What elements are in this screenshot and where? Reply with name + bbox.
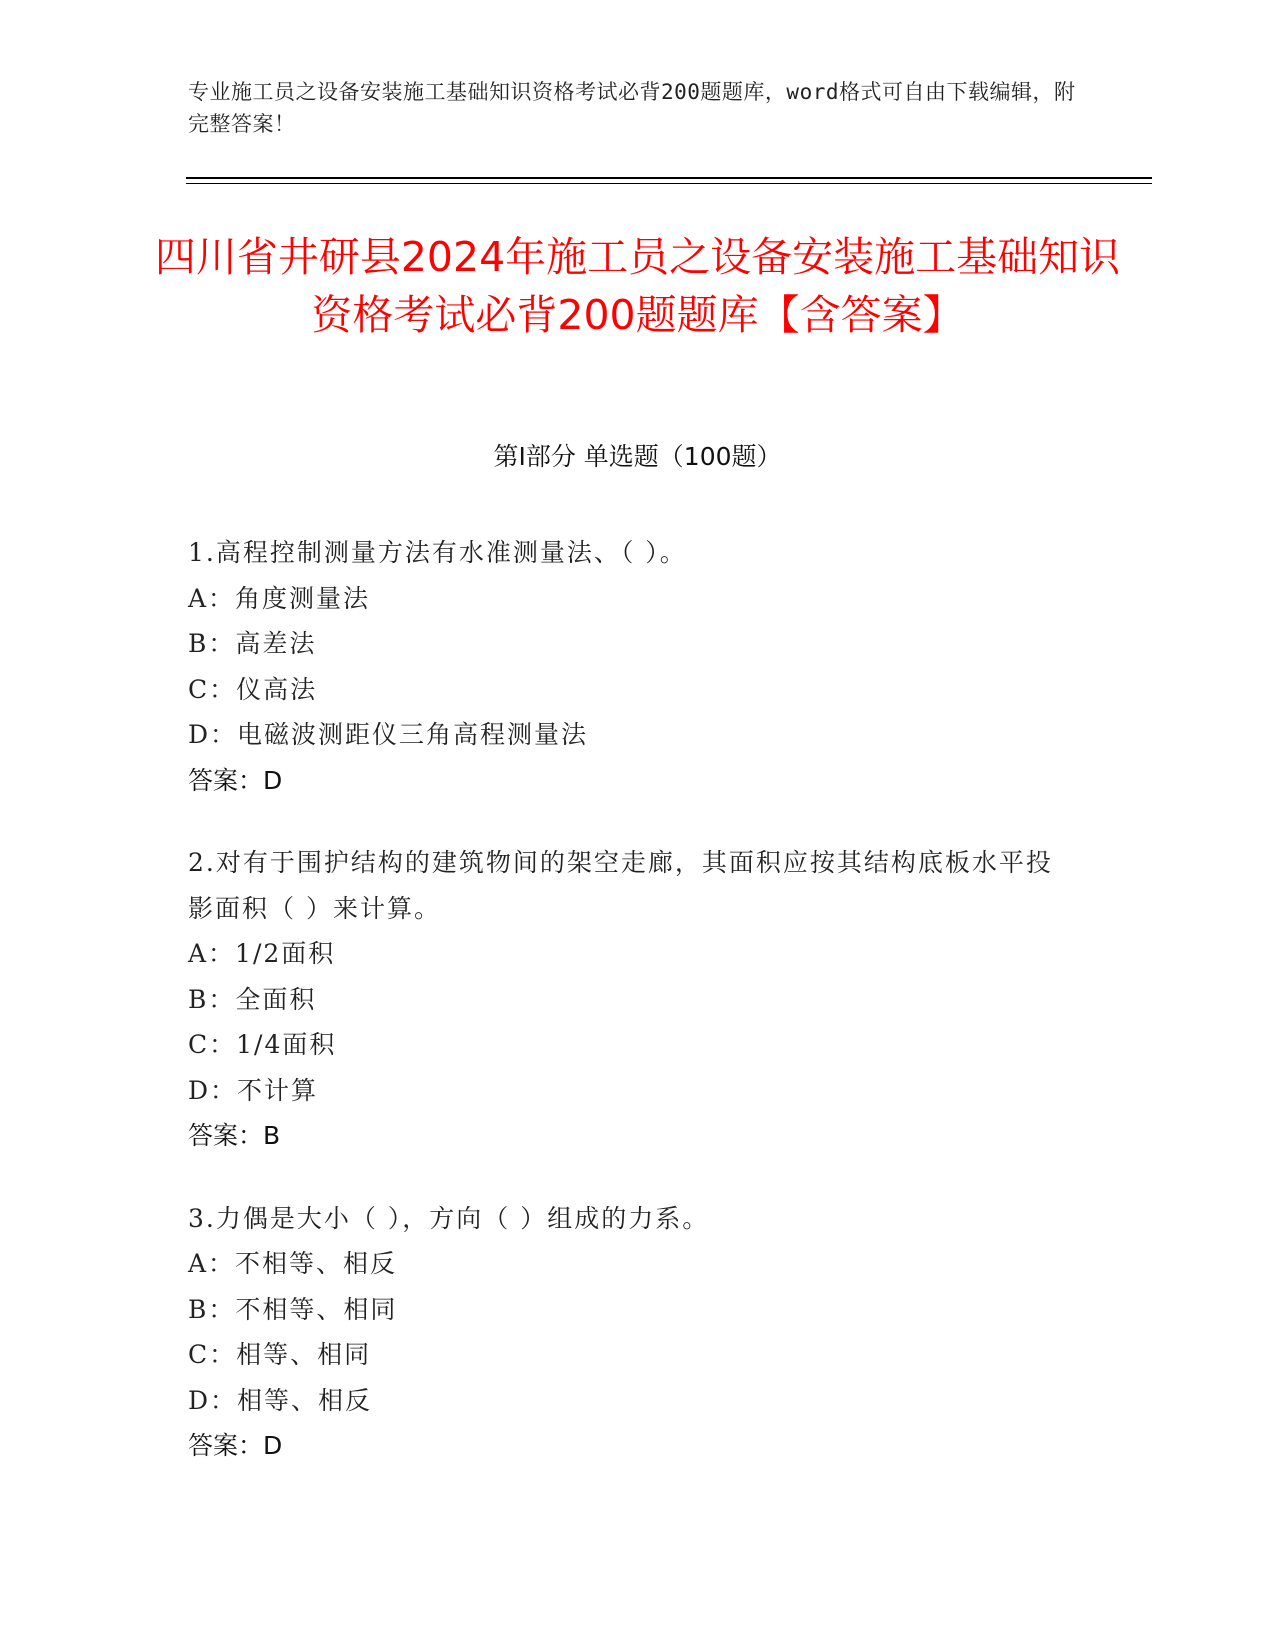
section-heading: 第Ⅰ部分 单选题（100题） — [493, 442, 782, 471]
option-d: D：电磁波测距仪三角高程测量法 — [188, 720, 589, 749]
header-rule-thick — [186, 177, 1152, 179]
option-d: D：不计算 — [188, 1075, 319, 1105]
option-a: A：角度测量法 — [188, 583, 371, 613]
question-list — [188, 530, 1088, 1506]
question-3 — [188, 1196, 1088, 1469]
answer: 答案：B — [188, 1121, 281, 1150]
document-title: 四川省井研县2024年施工员之设备安装施工基础知识资格考试必背200题题库【含答案】 — [154, 233, 1121, 339]
answer: 答案：D — [188, 765, 283, 795]
option-c: C：1/4面积 — [188, 1030, 337, 1059]
question-2 — [188, 840, 1088, 1159]
question-stem: 1.高程控制测量方法有水准测量法、（ ）。 — [188, 538, 687, 567]
option-a: A：不相等、相反 — [188, 1249, 398, 1278]
option-c: C：仪高法 — [188, 674, 318, 704]
option-d: D：相等、相反 — [188, 1385, 373, 1415]
header-note: 专业施工员之设备安装施工基础知识资格考试必背200题题库，word格式可自由下载编辑，附完整答案！ — [188, 80, 1076, 136]
question-1 — [188, 530, 1088, 803]
option-b: B：高差法 — [188, 629, 317, 658]
option-b: B：全面积 — [188, 984, 317, 1014]
answer: 答案：D — [188, 1431, 283, 1460]
option-c: C：相等、相同 — [188, 1340, 372, 1369]
option-a: A：1/2面积 — [188, 939, 336, 968]
question-stem: 3.力偶是大小（ ），方向（ ）组成的力系。 — [188, 1203, 710, 1233]
header-rule-thin — [186, 183, 1152, 184]
question-stem: 2.对有于围护结构的建筑物间的架空走廊，其面积应按其结构底板水平投影面积（ ）来计算。 — [188, 848, 1053, 923]
option-b: B：不相等、相同 — [188, 1294, 398, 1324]
